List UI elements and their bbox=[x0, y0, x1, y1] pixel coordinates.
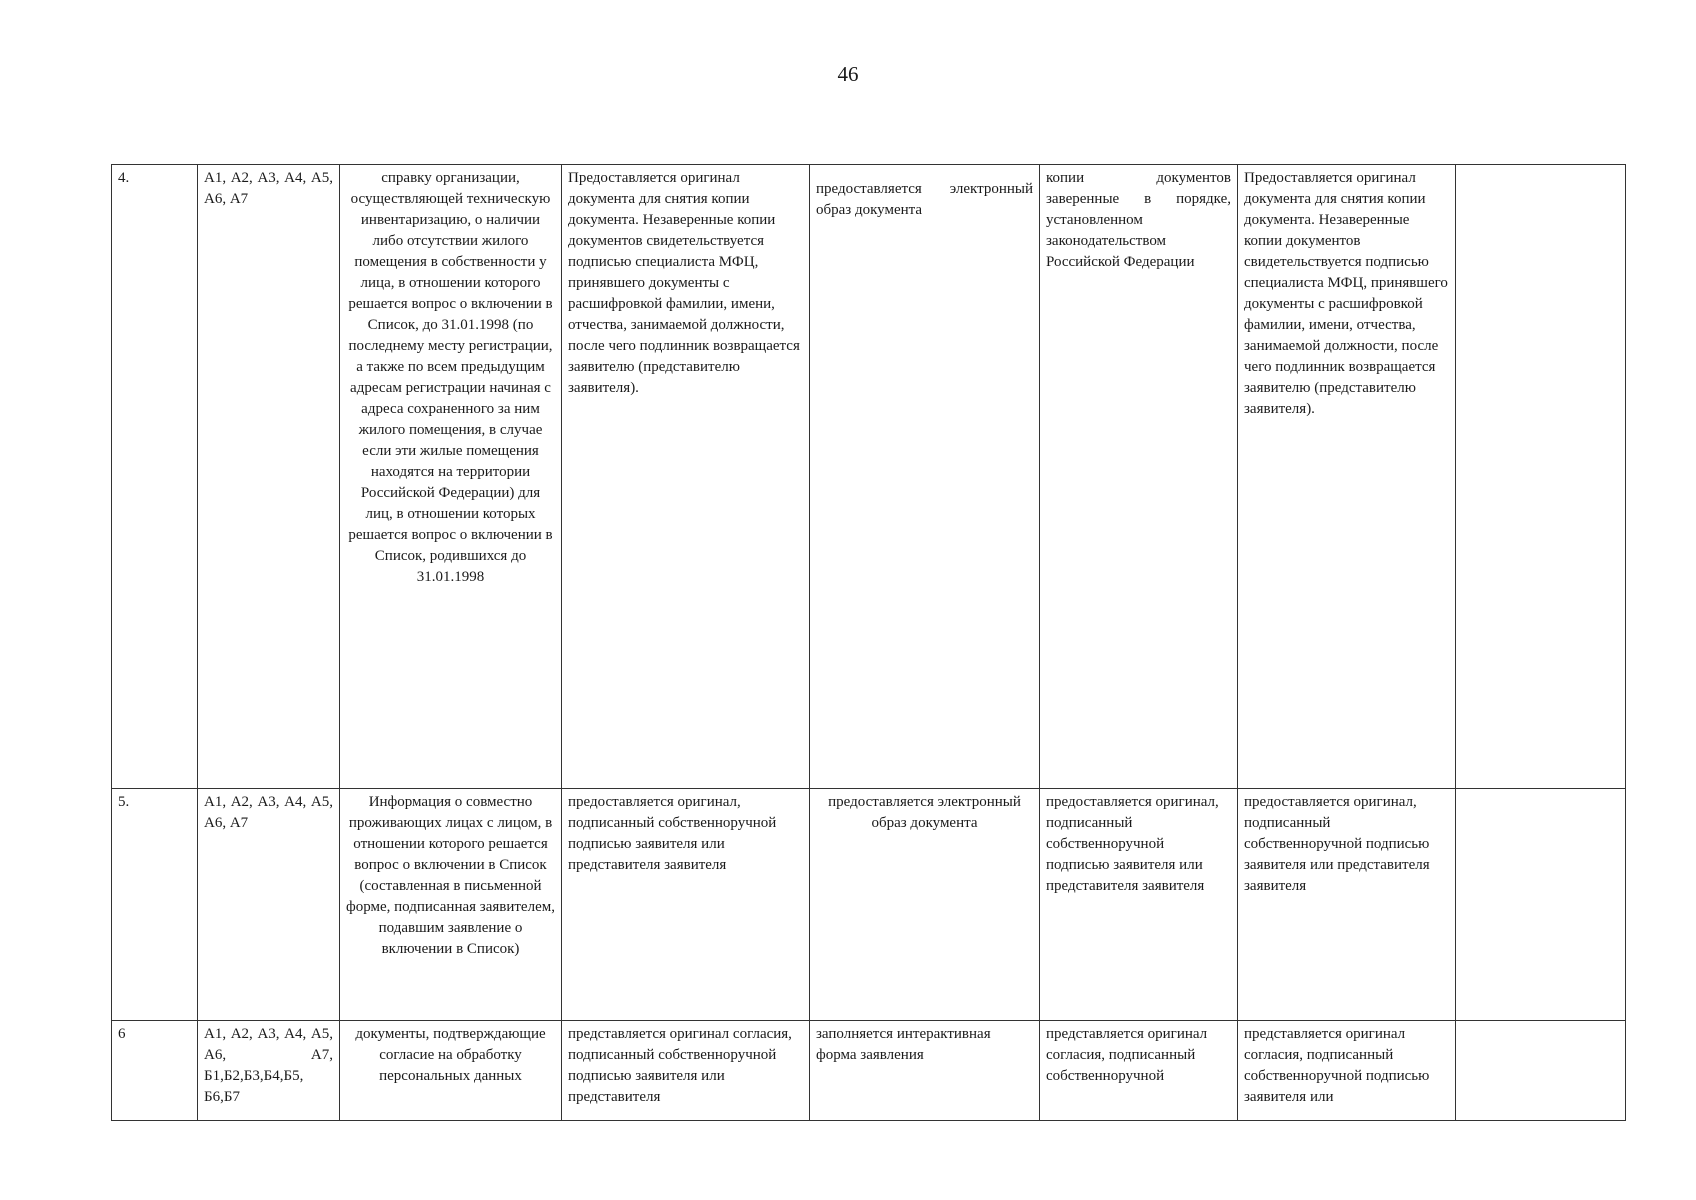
document-name: Информация о совместно проживающих лицах с лицом, в отношении которого решается вопрос о включении в Список (составленная в письменной форме, подписанная заявителем, подавшим заявление о включении в Список) bbox=[340, 789, 562, 1021]
submission-in-person: Предоставляется оригинал документа для снятия копии документа. Незаверенные копии документов свидетельствуется подписью специалиста МФЦ, принявшего документы с расшифровкой фамилии, имени, отчества, занимаемой должности, после чего подлинник возвращается заявителю (представителю заявителя). bbox=[562, 165, 810, 789]
submission-mfc: представляется оригинал согласия, подписанный собственноручной подписью заявителя или bbox=[1238, 1021, 1456, 1121]
table-row bbox=[112, 165, 1626, 789]
document-name: справку организации, осуществляющей техническую инвентаризацию, о наличии либо отсутствии жилого помещения в собственности у лица, в отношении которого решается вопрос о включении в Список, до 31.01.1998 (по последнему месту регистрации, а также по всем предыдущим адресам регистрации начиная с адреса сохраненного за ним жилого помещения, в случае если эти жилые помещения находятся на территории Российской Федерации) для лиц, в отношении которых решается вопрос о включении в Список, родившихся до 31.01.1998 bbox=[340, 165, 562, 789]
row-number: 4. bbox=[112, 165, 198, 789]
submission-electronic: предоставляется электронный образ документа bbox=[810, 165, 1040, 789]
submission-by-mail: копии документов заверенные в порядке, установленном законодательством Российской Федерации bbox=[1040, 165, 1238, 789]
row-number: 6 bbox=[112, 1021, 198, 1121]
applicant-codes: А1, А2, А3, А4, А5, А6, А7 bbox=[198, 165, 340, 789]
applicant-codes: А1, А2, А3, А4, А5, А6, А7 bbox=[198, 789, 340, 1021]
empty-cell bbox=[1456, 165, 1626, 789]
submission-mfc: Предоставляется оригинал документа для снятия копии документа. Незаверенные копии документов свидетельствуется подписью специалиста МФЦ, принявшего документы с расшифровкой фамилии, имени, отчества, занимаемой должности, после чего подлинник возвращается заявителю (представителю заявителя). bbox=[1238, 165, 1456, 789]
row-number: 5. bbox=[112, 789, 198, 1021]
submission-in-person: представляется оригинал согласия, подписанный собственноручной подписью заявителя или представителя bbox=[562, 1021, 810, 1121]
submission-electronic: заполняется интерактивная форма заявления bbox=[810, 1021, 1040, 1121]
submission-in-person: предоставляется оригинал, подписанный собственноручной подписью заявителя или представителя заявителя bbox=[562, 789, 810, 1021]
empty-cell bbox=[1456, 789, 1626, 1021]
empty-cell bbox=[1456, 1021, 1626, 1121]
submission-electronic: предоставляется электронный образ документа bbox=[810, 789, 1040, 1021]
table-row bbox=[112, 1021, 1626, 1121]
page-number: 46 bbox=[837, 62, 859, 86]
submission-mfc: предоставляется оригинал, подписанный собственноручной подписью заявителя или представителя заявителя bbox=[1238, 789, 1456, 1021]
submission-by-mail: представляется оригинал согласия, подписанный собственноручной bbox=[1040, 1021, 1238, 1121]
table-row bbox=[112, 789, 1626, 1021]
applicant-codes: А1, А2, А3, А4, А5, А6, А7, Б1,Б2,Б3,Б4,Б5, Б6,Б7 bbox=[198, 1021, 340, 1121]
submission-by-mail: предоставляется оригинал, подписанный собственноручной подписью заявителя или представителя заявителя bbox=[1040, 789, 1238, 1021]
documents-table bbox=[111, 164, 1626, 1121]
document-name: документы, подтверждающие согласие на обработку персональных данных bbox=[340, 1021, 562, 1121]
